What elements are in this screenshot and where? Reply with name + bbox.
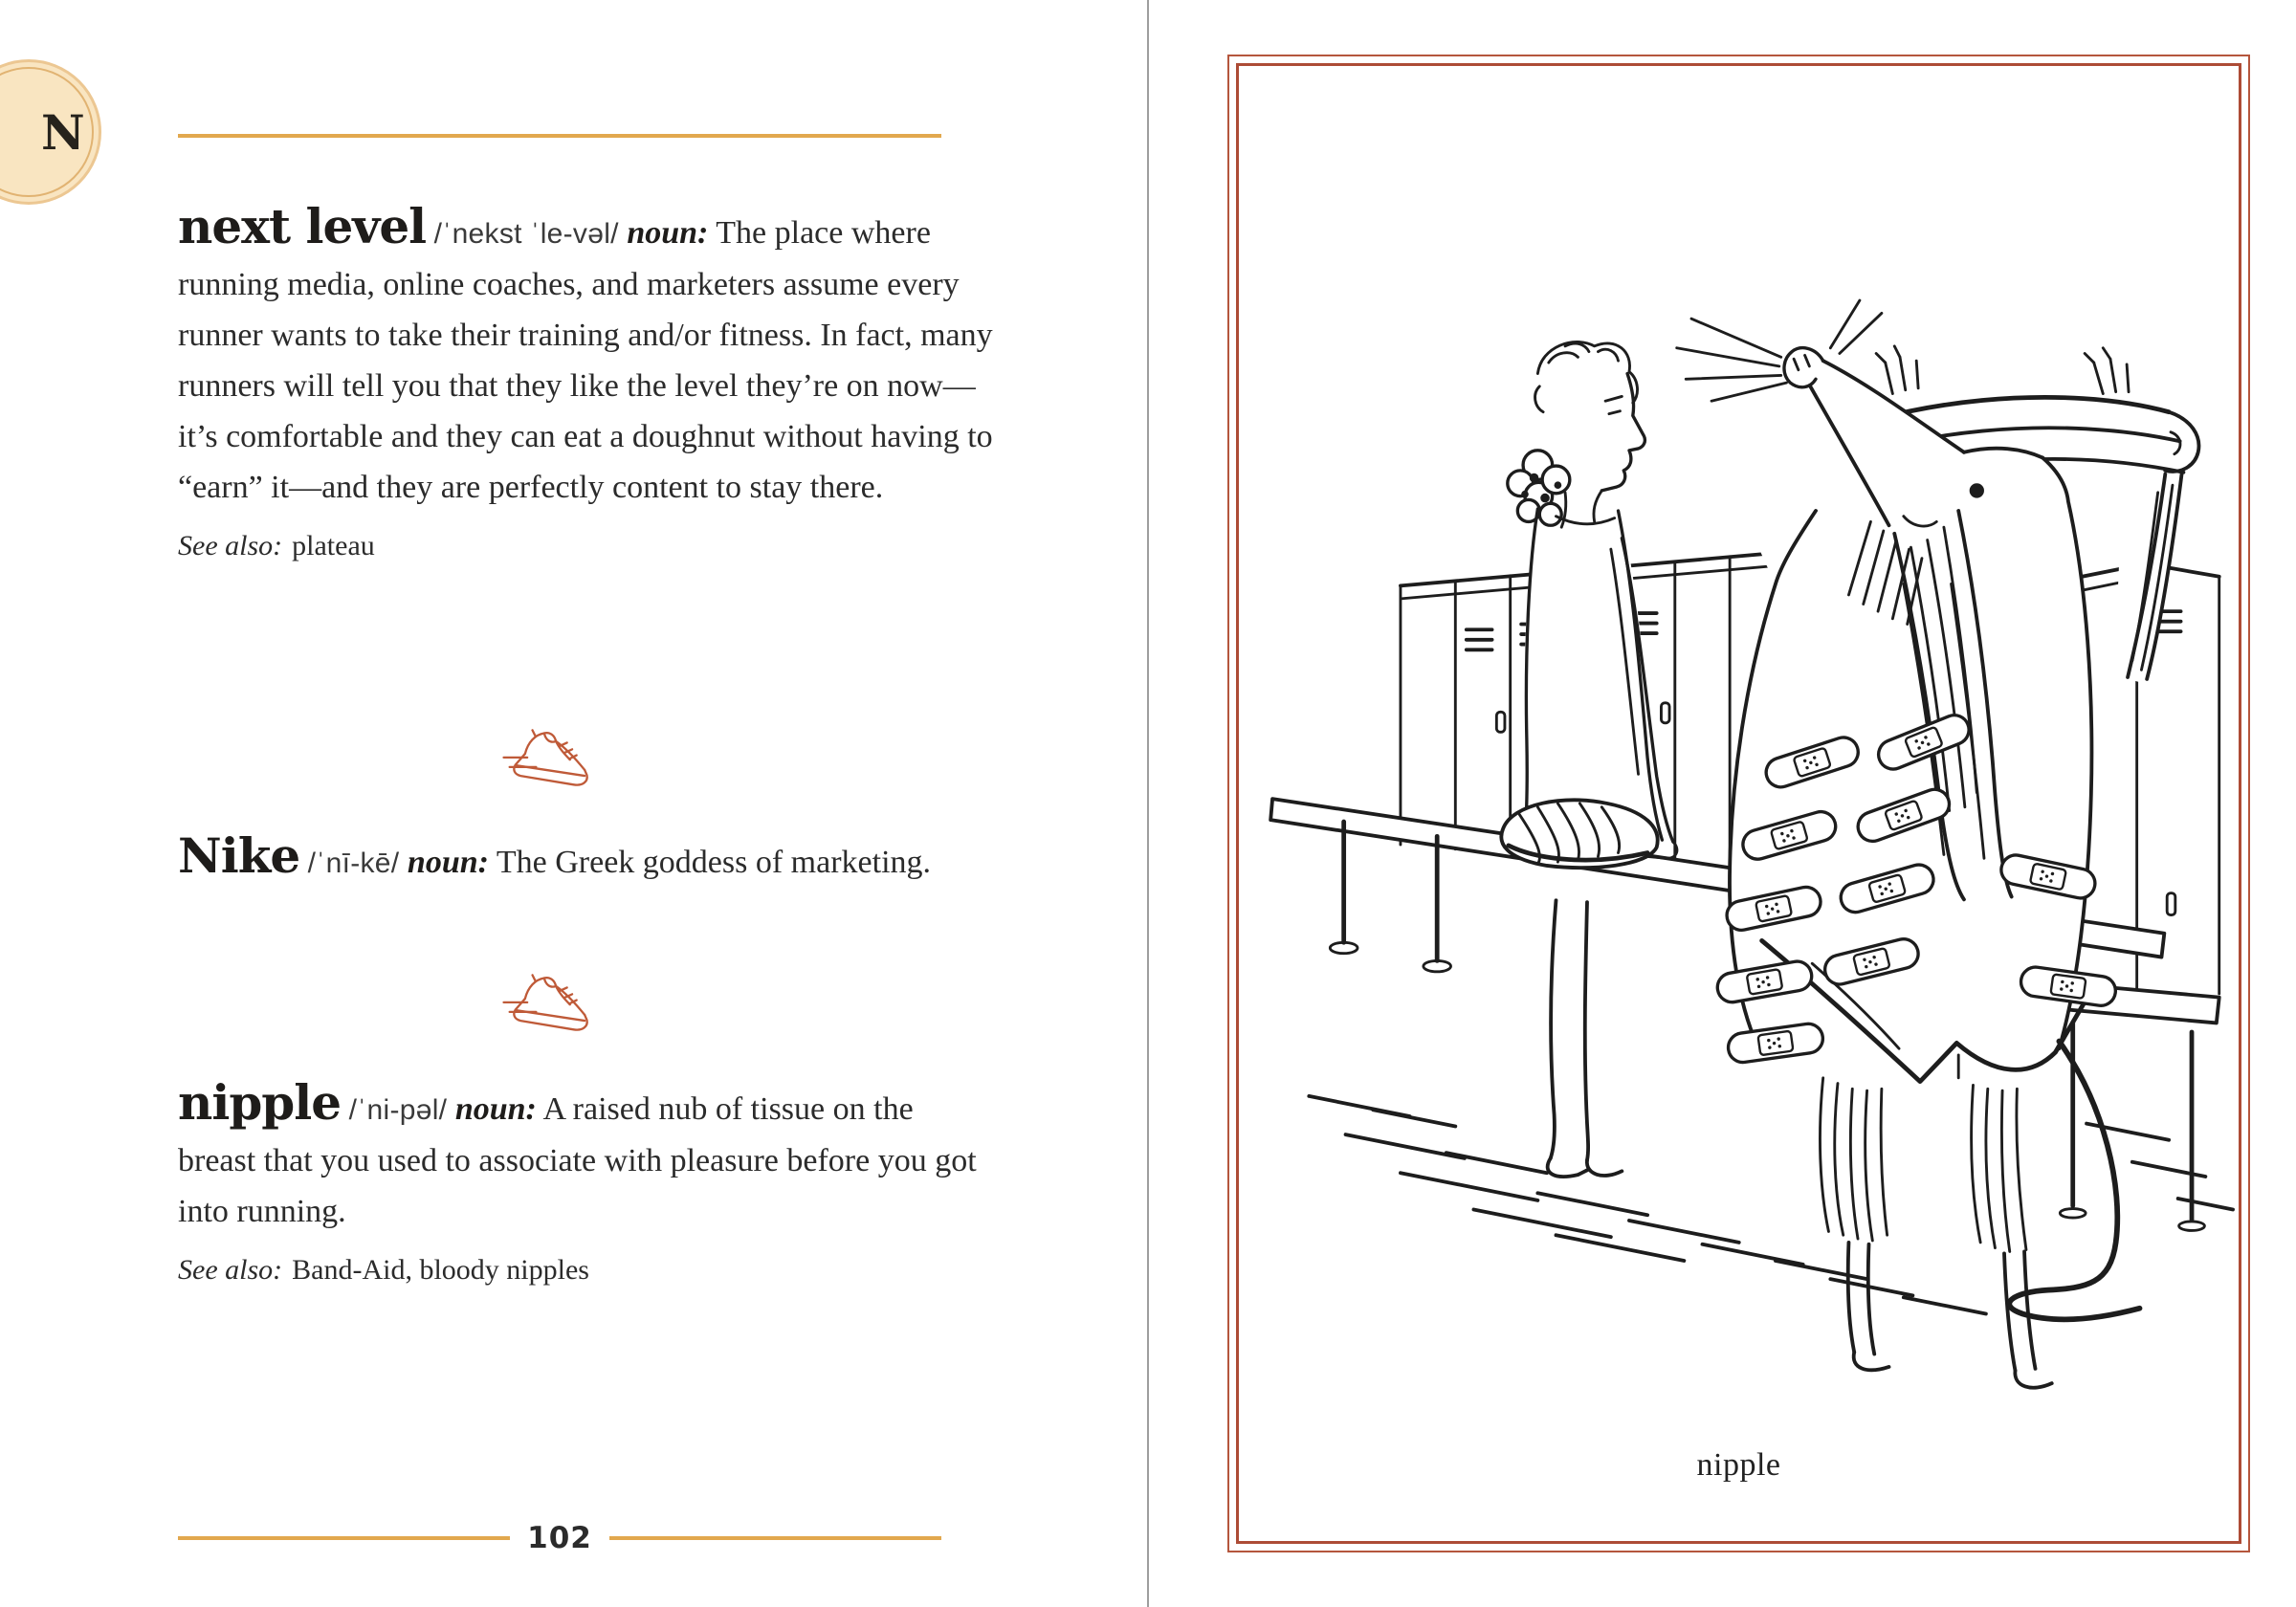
entry-part-of-speech: noun:	[454, 1091, 537, 1127]
entry-pronunciation: /ˈni-pəl/	[348, 1094, 448, 1126]
running-shoe-icon	[502, 717, 598, 790]
entry-headword: Nike	[178, 827, 300, 884]
entry-definition: A raised nub of tissue on the breast that you used to associate with pleasure before you got into running.	[178, 1091, 977, 1229]
locker-room-illustration	[1248, 72, 2239, 1407]
running-shoe-icon-svg	[502, 717, 598, 790]
entry-next-level	[178, 198, 997, 564]
alphabet-tab	[0, 59, 101, 205]
page-spine-divider	[1147, 0, 1149, 1607]
page-number: 102	[527, 1521, 592, 1555]
entry-headword: nipple	[178, 1074, 342, 1131]
illustration-caption: nipple	[1696, 1447, 1781, 1483]
anteater	[1677, 300, 2186, 1388]
entry-paragraph	[178, 198, 997, 513]
illustration-frame	[1227, 55, 2250, 1552]
see-also-line	[178, 528, 997, 564]
top-gold-rule	[178, 134, 941, 138]
see-also-terms: Band-Aid, bloody nipples	[292, 1254, 589, 1286]
entry-definition: The place where running media, online coaches, and marketers assume every runner wants to take their training and/or fitness. In fact, many runners will tell you that they like the level they’re on now—it’s comfortable and they can eat a doughnut without having to “earn” it—and they are perfectly content to stay there.	[178, 215, 993, 505]
footer-gold-rule-right	[609, 1536, 941, 1540]
see-also-terms: plateau	[292, 530, 375, 561]
see-also-line	[178, 1252, 997, 1288]
entry-part-of-speech: noun:	[407, 845, 489, 880]
entry-nike	[178, 827, 997, 889]
entry-pronunciation: /ˈnī-kē/	[307, 848, 400, 879]
entry-headword: next level	[178, 198, 427, 254]
entry-paragraph	[178, 1074, 997, 1237]
left-page-content	[178, 0, 997, 1607]
entry-pronunciation: /ˈnekst ˈle-vəl/	[433, 218, 619, 250]
alphabet-tab-letter: N	[41, 104, 85, 161]
see-also-label: See also:	[178, 1254, 283, 1286]
running-shoe-icon-svg	[502, 962, 598, 1035]
see-also-label: See also:	[178, 530, 283, 561]
footer-gold-rule-left	[178, 1536, 510, 1540]
stool	[2042, 981, 2219, 1230]
entry-definition: The Greek goddess of marketing.	[496, 845, 932, 880]
page-footer	[178, 1521, 941, 1555]
running-shoe-icon	[502, 962, 598, 1035]
woman	[1501, 341, 1677, 1177]
entry-nipple	[178, 1074, 997, 1288]
entry-part-of-speech: noun:	[627, 215, 709, 251]
illustration-inner-border	[1236, 63, 2241, 1544]
entry-paragraph	[178, 827, 997, 889]
